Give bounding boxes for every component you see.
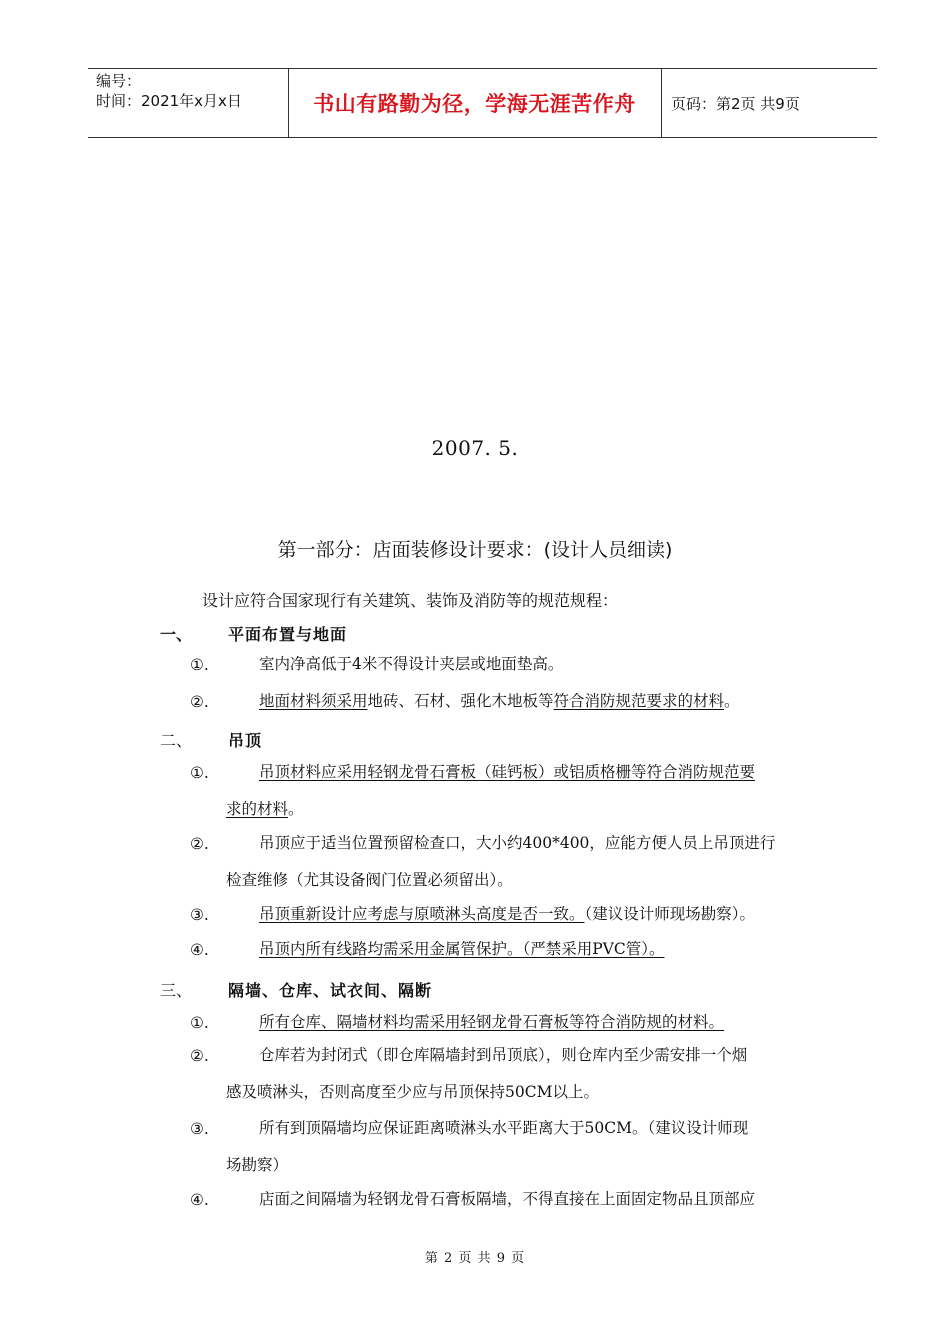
item-text-underlined: 吊顶重新设计应考虑与原喷淋头高度是否一致。 bbox=[259, 905, 585, 923]
item-text: （建议设计师现场勘察）。 bbox=[584, 905, 756, 923]
time-label: 时间：2021年x月x日 bbox=[96, 92, 242, 110]
item-text: 。 bbox=[288, 800, 304, 818]
item-text-underlined: 求的材料 bbox=[226, 800, 289, 818]
intro-paragraph: 设计应符合国家现行有关建筑、装饰及消防等的规范规程： bbox=[202, 591, 619, 610]
section-heading-text: 平面布置与地面 bbox=[228, 625, 348, 644]
item-text: 检查维修（尤其设备阀门位置必须留出）。 bbox=[226, 871, 513, 889]
item-text: 室内净高低于4米不得设计夹层或地面垫高。 bbox=[259, 655, 564, 673]
item-text-underlined: 地面材料须采用 bbox=[259, 692, 368, 710]
item-text: 感及喷淋头，否则高度至少应与吊顶保持50CM以上。 bbox=[226, 1083, 599, 1101]
item-text: 。 bbox=[724, 692, 740, 710]
item-text-underlined: 吊顶内所有线路均需采用金属管保护。（严禁采用PVC管）。 bbox=[259, 940, 665, 958]
item-number: ④. bbox=[190, 941, 209, 959]
item-number: ②. bbox=[190, 693, 209, 711]
item-number: ①. bbox=[190, 1014, 209, 1032]
section-number: 一、 bbox=[160, 625, 193, 644]
section-title: 第一部分：店面装修设计要求：(设计人员细读) bbox=[277, 539, 673, 561]
header-motto: 书山有路勤为径，学海无涯苦作舟 bbox=[313, 92, 636, 116]
item-text-underlined: 符合消防规范要求的材料 bbox=[553, 692, 725, 710]
item-number: ④. bbox=[190, 1191, 209, 1209]
item-number: ①. bbox=[190, 764, 209, 782]
section-number: 二、 bbox=[160, 731, 193, 750]
item-number: ①. bbox=[190, 656, 209, 674]
document-header bbox=[88, 68, 877, 138]
item-number: ③. bbox=[190, 1120, 209, 1138]
item-number: ②. bbox=[190, 835, 209, 853]
item-text: 店面之间隔墙为轻钢龙骨石膏板隔墙，不得直接在上面固定物品且顶部应 bbox=[259, 1190, 756, 1208]
header-meta-cell bbox=[88, 69, 288, 137]
document-date: 2007. 5. bbox=[431, 436, 519, 460]
item-text: 所有到顶隔墙均应保证距离喷淋头水平距离大于50CM。（建议设计师现 bbox=[259, 1119, 749, 1137]
number-label: 编号： bbox=[96, 72, 142, 90]
page-footer: 第 2 页 共 9 页 bbox=[424, 1251, 526, 1266]
item-number: ②. bbox=[190, 1047, 209, 1065]
item-text-underlined: 所有仓库、隔墙材料均需采用轻钢龙骨石膏板等符合消防规的材料。 bbox=[259, 1013, 725, 1031]
item-text: 吊顶应于适当位置预留检查口，大小约400*400，应能方便人员上吊顶进行 bbox=[259, 834, 776, 852]
section-number: 三、 bbox=[160, 981, 193, 1000]
item-text-underlined: 吊顶材料应采用轻钢龙骨石膏板（硅钙板）或铝质格栅等符合消防规范要 bbox=[259, 763, 756, 781]
header-page-info: 页码：第2页 共9页 bbox=[671, 94, 800, 113]
item-number: ③. bbox=[190, 906, 209, 924]
item-text: 仓库若为封闭式（即仓库隔墙封到吊顶底），则仓库内至少需安排一个烟 bbox=[259, 1046, 748, 1064]
item-text: 场勘察） bbox=[226, 1156, 289, 1174]
section-heading-text: 隔墙、仓库、试衣间、隔断 bbox=[228, 981, 433, 1000]
section-heading-text: 吊顶 bbox=[228, 731, 263, 750]
item-text: 地砖、石材、强化木地板等 bbox=[367, 692, 554, 710]
